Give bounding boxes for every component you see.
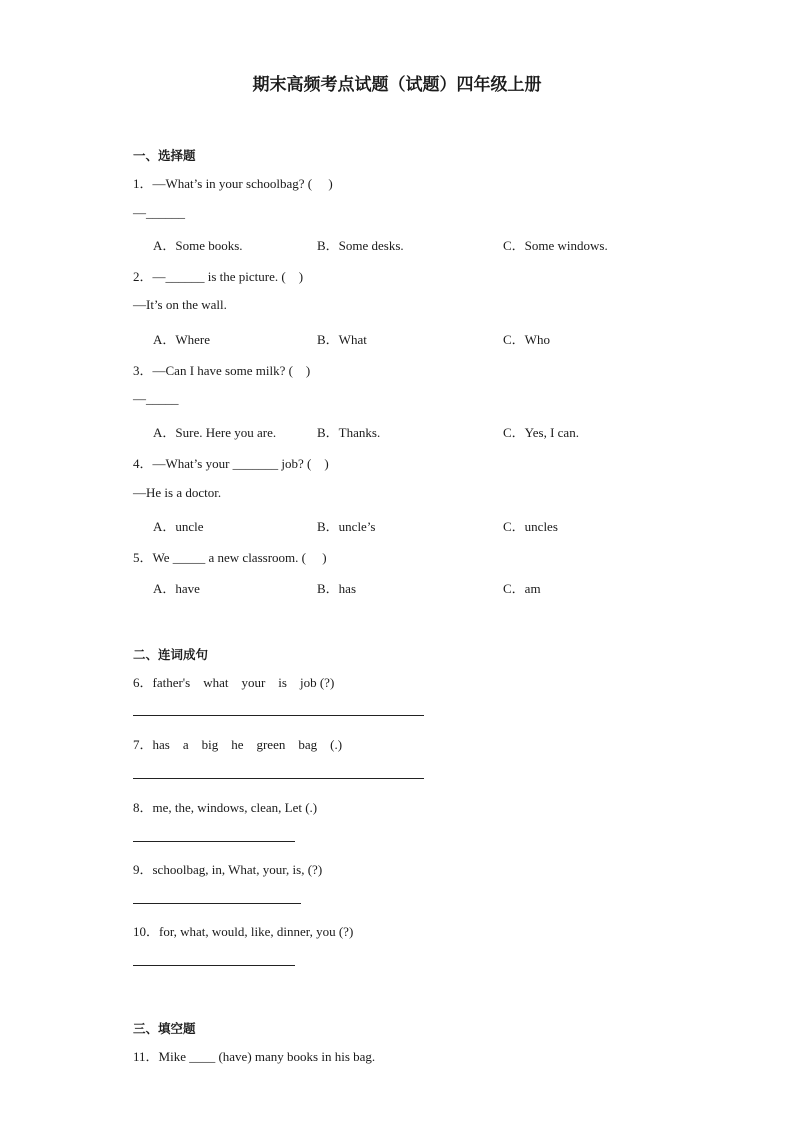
answer-line[interactable] <box>133 841 295 842</box>
option-c[interactable]: C．uncles <box>503 519 558 534</box>
question-reply: —_____ <box>133 391 179 406</box>
sentence-prompt: 7．has a big he green bag (.) <box>133 737 343 752</box>
sentence-prompt: 9．schoolbag, in, What, your, is, (?) <box>133 862 323 877</box>
section-heading-choice: 一、选择题 <box>133 148 196 163</box>
answer-line[interactable] <box>133 715 424 716</box>
option-a[interactable]: A．Sure. Here you are. <box>153 425 277 440</box>
question-stem: 4．—What’s your _______ job? ( ) <box>133 456 329 471</box>
question-stem: 2．—______ is the picture. ( ) <box>133 269 304 284</box>
sentence-prompt: 6．father's what your is job (?) <box>133 675 335 690</box>
question-reply: —He is a doctor. <box>133 485 222 500</box>
question-stem: 1．—What’s in your schoolbag? ( ) <box>133 176 333 191</box>
question-stem: 3．—Can I have some milk? ( ) <box>133 363 311 378</box>
question-stem: 5．We _____ a new classroom. ( ) <box>133 550 327 565</box>
option-b[interactable]: B．What <box>317 332 367 347</box>
section-heading-fill: 三、填空题 <box>133 1021 196 1036</box>
option-a[interactable]: A．Where <box>153 332 211 347</box>
option-c[interactable]: C．am <box>503 581 541 596</box>
question-reply: —______ <box>133 205 185 220</box>
answer-line[interactable] <box>133 778 424 779</box>
question-reply: —It’s on the wall. <box>133 297 227 312</box>
fill-question: 11．Mike ____ (have) many books in his bag. <box>133 1049 376 1064</box>
section-heading-sentences: 二、连词成句 <box>133 647 209 662</box>
page-title: 期末高频考点试题（试题）四年级上册 <box>252 75 542 95</box>
sentence-prompt: 8．me, the, windows, clean, Let (.) <box>133 800 318 815</box>
option-b[interactable]: B．Some desks. <box>317 238 404 253</box>
answer-line[interactable] <box>133 965 295 966</box>
sentence-prompt: 10．for, what, would, like, dinner, you (?) <box>133 924 354 939</box>
option-b[interactable]: B．Thanks. <box>317 425 381 440</box>
option-a[interactable]: A．uncle <box>153 519 204 534</box>
option-a[interactable]: A．Some books. <box>153 238 243 253</box>
option-c[interactable]: C．Yes, I can. <box>503 425 579 440</box>
option-b[interactable]: B．uncle’s <box>317 519 376 534</box>
option-c[interactable]: C．Who <box>503 332 550 347</box>
option-c[interactable]: C．Some windows. <box>503 238 608 253</box>
answer-line[interactable] <box>133 903 301 904</box>
option-b[interactable]: B．has <box>317 581 357 596</box>
option-a[interactable]: A．have <box>153 581 200 596</box>
